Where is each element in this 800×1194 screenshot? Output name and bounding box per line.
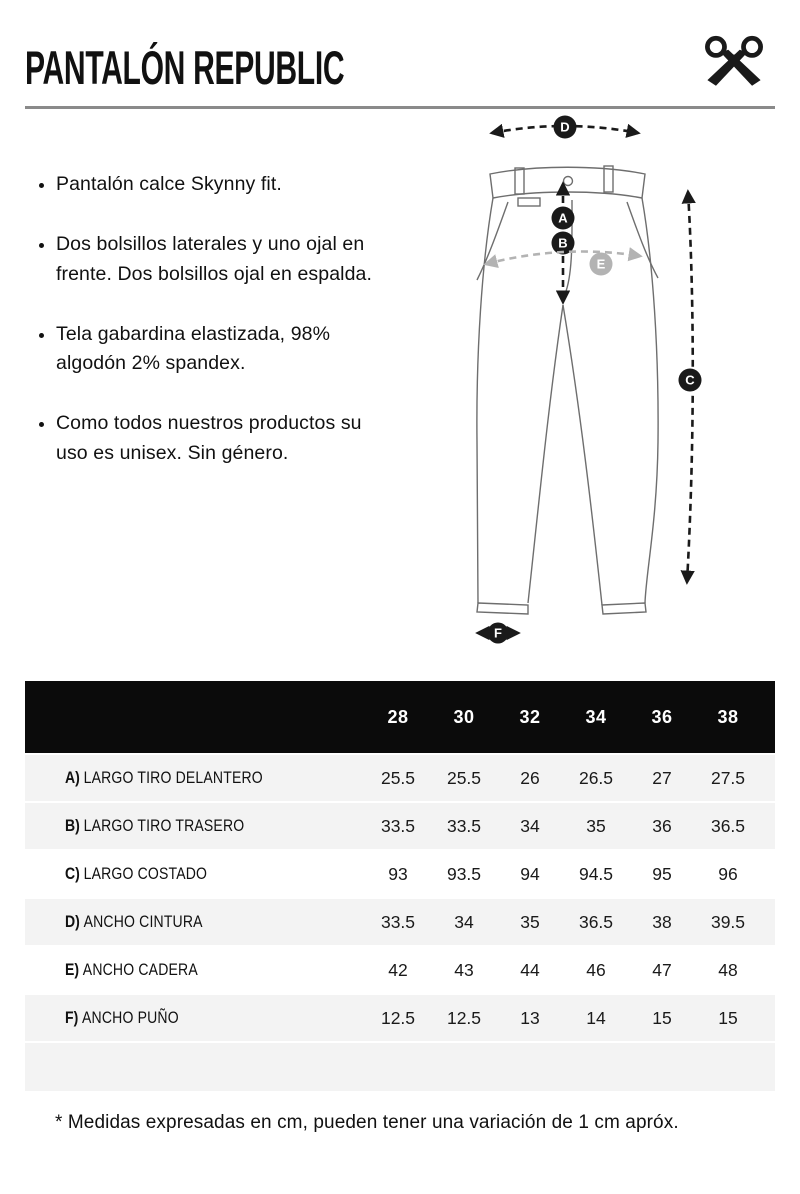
feature-item: • Dos bolsillos laterales y uno ojal en frente. Dos bolsillos ojal en espalda. (56, 230, 396, 289)
table-row (25, 851, 775, 897)
measure-value: 93 (388, 863, 408, 884)
measure-value: 25.5 (446, 767, 482, 788)
measure-value: 26 (520, 767, 540, 788)
measure-value: 35 (520, 911, 540, 932)
pants-diagram (440, 112, 800, 667)
measure-value: 44 (520, 959, 540, 980)
measure-value: 42 (388, 959, 408, 980)
measure-value: 39.5 (710, 911, 746, 932)
measurement-disclaimer: * Medidas expresadas en cm, pueden tener una variación de 1 cm apróx. (55, 1112, 679, 1133)
measure-value: 33.5 (380, 815, 416, 836)
feature-item: • Tela gabardina elastizada, 98% algodón 2% spandex. (56, 320, 396, 379)
size-column-header: 38 (717, 706, 739, 727)
measure-value: 35 (586, 815, 606, 836)
measure-value: 33.5 (446, 815, 482, 836)
feature-item: • Pantalón calce Skynny fit. (56, 170, 396, 199)
measure-value: 46 (586, 959, 606, 980)
measure-value: 15 (718, 1007, 738, 1028)
table-row (25, 899, 775, 945)
measure-value: 47 (652, 959, 672, 980)
measure-value: 14 (586, 1007, 606, 1028)
size-column-header: 28 (387, 706, 409, 727)
table-row (25, 755, 775, 801)
size-column-header: 36 (651, 706, 673, 727)
size-column-header: 30 (453, 706, 475, 727)
measure-arrow-c (679, 192, 702, 582)
measure-value: 95 (652, 863, 672, 884)
scissors-icon (696, 32, 772, 94)
measure-value: 12.5 (446, 1007, 482, 1028)
measure-value: 94.5 (578, 863, 614, 884)
measure-value: 25.5 (380, 767, 416, 788)
measure-label: A) LARGO TIRO DELANTERO (65, 768, 263, 787)
size-column-header: 32 (519, 706, 541, 727)
measure-value: 13 (520, 1007, 540, 1028)
table-row (25, 995, 775, 1041)
table-row (25, 803, 775, 849)
measure-label: E) ANCHO CADERA (65, 960, 198, 979)
measure-value: 36.5 (710, 815, 746, 836)
measure-value: 34 (520, 815, 540, 836)
measure-label: D) ANCHO CINTURA (65, 912, 203, 931)
measure-arrow-ab (552, 184, 575, 302)
feature-item: • Como todos nuestros productos su uso es unisex. Sin género. (56, 409, 396, 468)
measure-value: 27.5 (710, 767, 746, 788)
svg-text:F: F (494, 625, 502, 641)
header-divider (25, 106, 775, 109)
measure-value: 94 (520, 863, 540, 884)
svg-text:C: C (685, 372, 695, 388)
measure-value: 33.5 (380, 911, 416, 932)
measure-value: 27 (652, 767, 672, 788)
measure-label: B) LARGO TIRO TRASERO (65, 816, 245, 835)
measure-arrow-f (478, 623, 518, 644)
measure-value: 36 (652, 815, 672, 836)
svg-text:D: D (560, 119, 570, 135)
measure-value: 38 (652, 911, 672, 932)
size-column-header: 34 (585, 706, 607, 727)
size-table-header (25, 681, 775, 753)
svg-text:B: B (558, 235, 568, 251)
measure-value: 36.5 (578, 911, 614, 932)
measure-value: 15 (652, 1007, 672, 1028)
measure-label: C) LARGO COSTADO (65, 864, 208, 883)
table-row (25, 947, 775, 993)
measure-value: 48 (718, 959, 738, 980)
measure-value: 12.5 (380, 1007, 416, 1028)
measure-arrow-d (492, 116, 638, 139)
measure-value: 26.5 (578, 767, 614, 788)
measure-value: 96 (718, 863, 738, 884)
size-table (25, 681, 775, 1091)
page-title: PANTALÓN REPUBLIC (25, 41, 345, 94)
measure-value: 43 (454, 959, 474, 980)
measure-value: 34 (454, 911, 474, 932)
measure-label: F) ANCHO PUÑO (65, 1008, 179, 1027)
table-footer-band (25, 1043, 775, 1091)
measure-value: 93.5 (446, 863, 482, 884)
feature-list (30, 170, 396, 499)
svg-text:A: A (558, 210, 568, 226)
svg-text:E: E (596, 256, 606, 272)
